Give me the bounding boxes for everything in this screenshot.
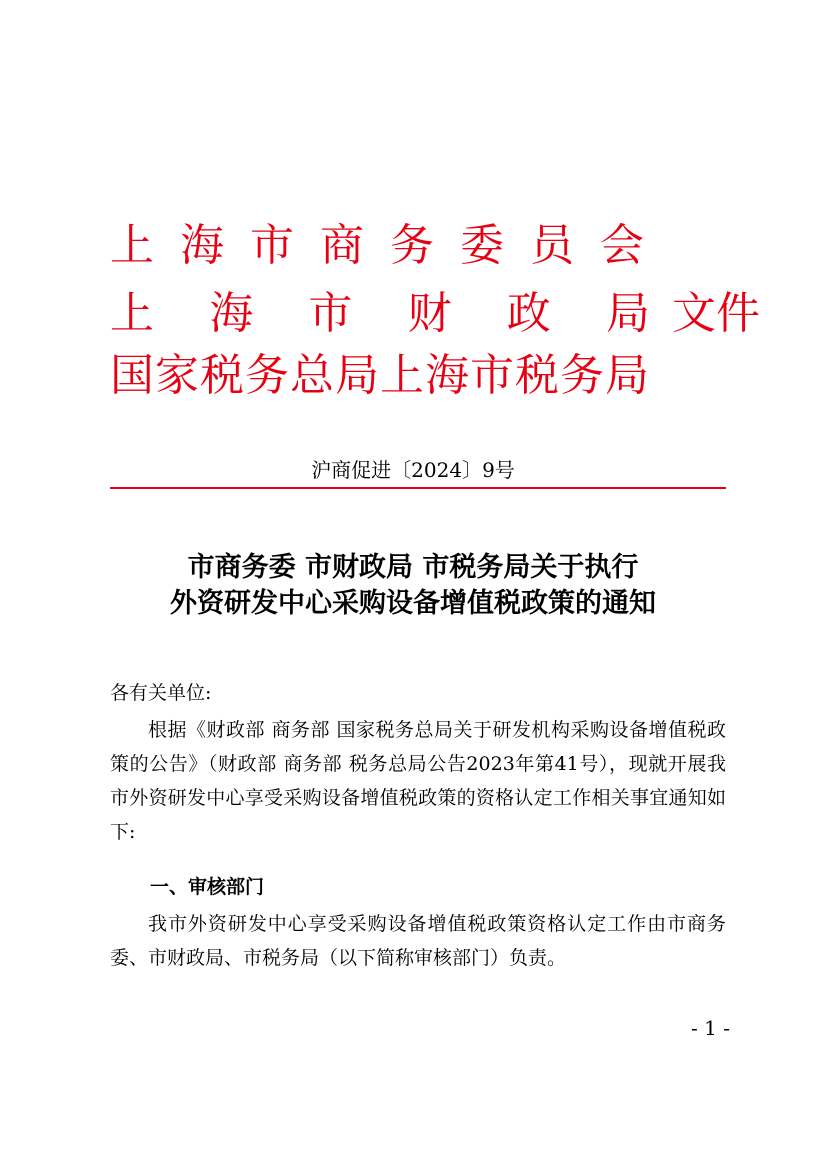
title-line-2: 外资研发中心采购设备增值税政策的通知 [170,588,656,619]
paragraph-2: 我市外资研发中心享受采购设备增值税政策资格认定工作由市商务委、市财政局、市税务局（以下简称审核部门）负责。 [110,913,726,969]
masthead-line-1: 上海市商务委员会 [110,220,670,271]
title-line-1: 市商务委 市财政局 市税务局关于执行 [187,552,639,583]
masthead-line-2 [110,288,650,340]
document-number: 沪商促进〔2024〕9号 [311,458,515,482]
masthead-line-2-char: 上 [110,288,154,339]
paragraph-1: 根据《财政部 商务部 国家税务总局关于研发机构采购设备增值税政策的公告》（财政部 商务部 税务总局公告2023年第41号），现就开展我市外资研发中心享受采购设备增值税政策的资格认定工作相关事宜通知如下: [110,719,726,843]
masthead-line-2-char: 市 [308,288,353,339]
masthead-line-2-char: 财 [407,288,452,339]
page-number: - 1 - [691,1016,730,1040]
masthead-line-3: 国家税务总局上海市税务局 [110,350,650,401]
masthead-line-2-char: 政 [506,288,551,339]
red-divider-line [110,487,726,489]
document-title [0,550,826,622]
masthead-document-suffix: 文件 [672,288,760,339]
masthead-line-2-char: 局 [605,288,650,339]
section-heading-1: 一、审核部门 [150,876,265,898]
salutation: 各有关单位: [110,682,212,704]
masthead-line-2-char: 海 [209,288,254,339]
